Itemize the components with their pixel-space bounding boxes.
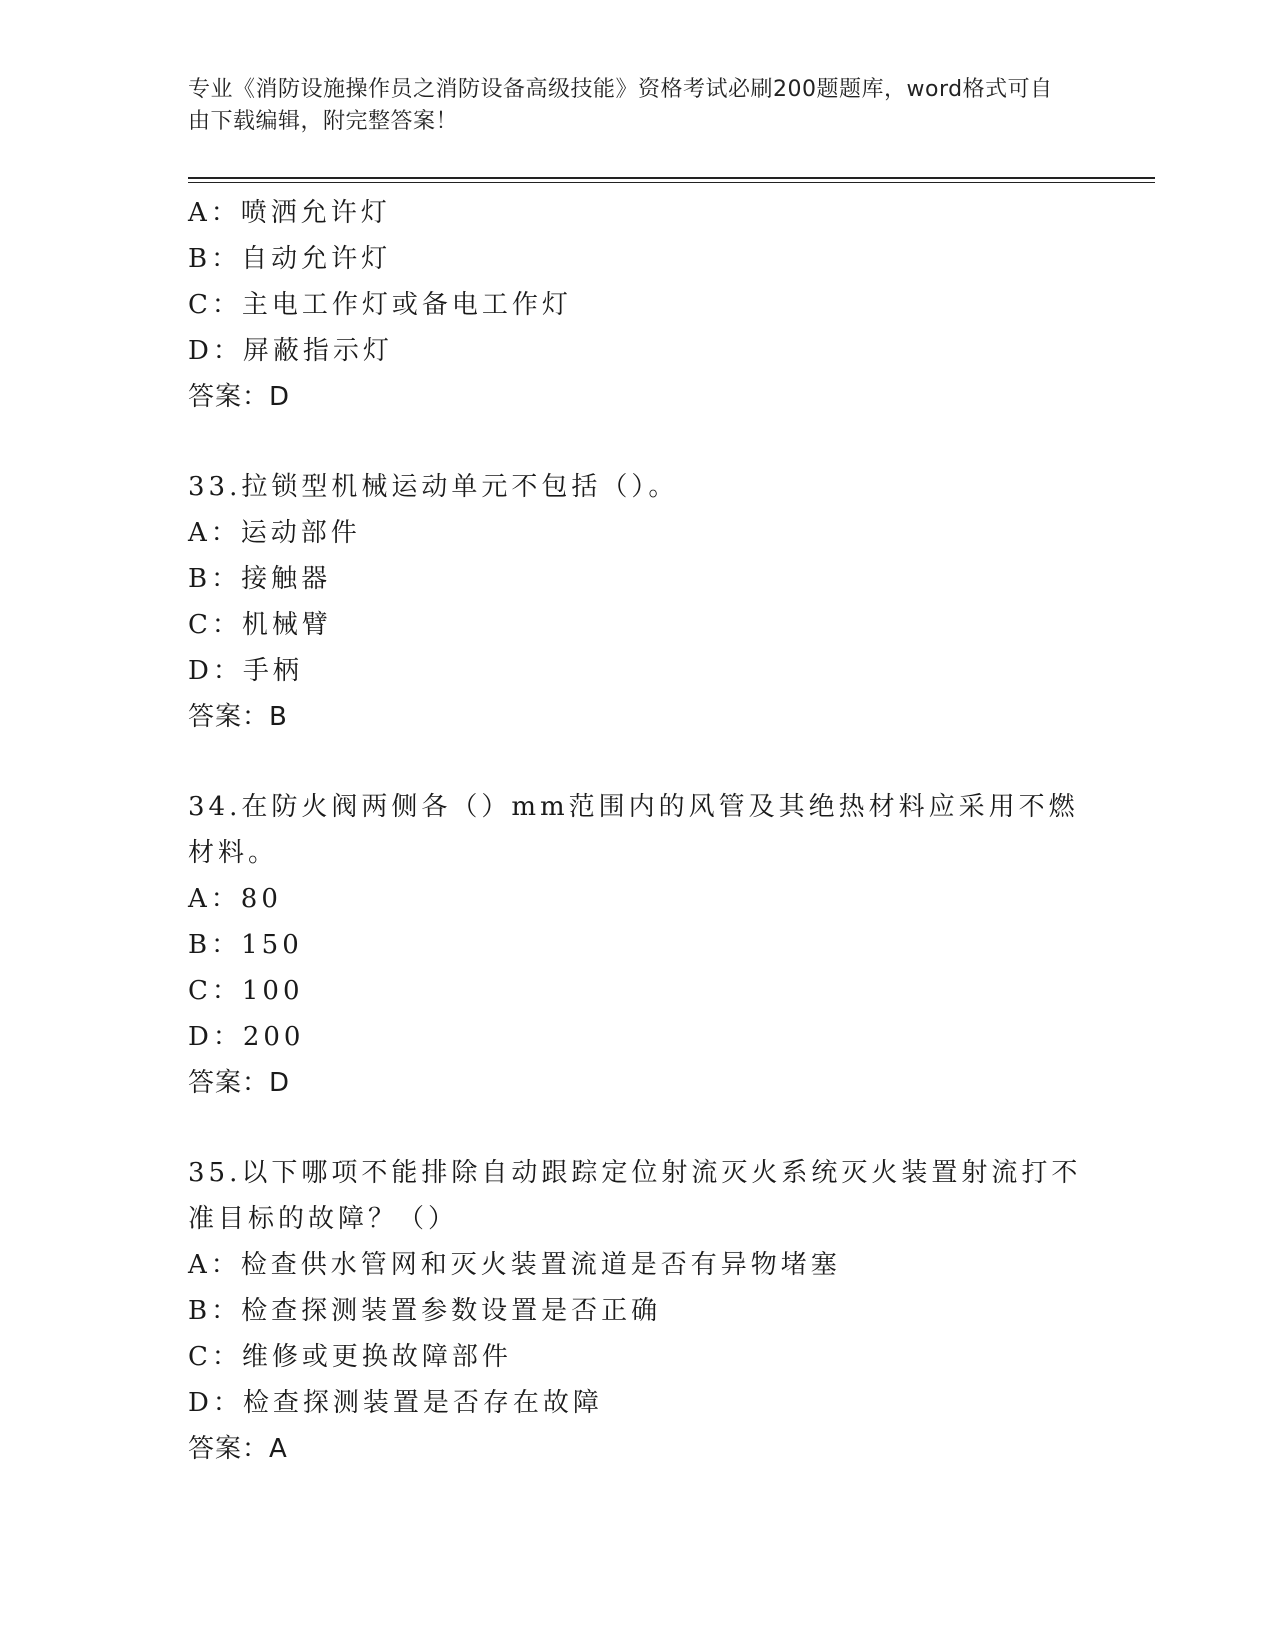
- question-stem: 33.拉锁型机械运动单元不包括（）。: [188, 472, 679, 502]
- option-a: A：检查供水管网和灭火装置流道是否有异物堵塞: [188, 1250, 841, 1280]
- option-a: A：喷洒允许灯: [188, 198, 391, 228]
- option-b: B：自动允许灯: [188, 244, 392, 274]
- option-a: A：运动部件: [188, 518, 361, 548]
- option-d: D：200: [188, 1022, 305, 1052]
- option-d: D：手柄: [188, 656, 303, 686]
- option-d: D：检查探测装置是否存在故障: [188, 1388, 603, 1418]
- option-c: C：机械臂: [188, 610, 332, 640]
- question-list: [188, 190, 1088, 1472]
- answer-line: 答案：A: [188, 1434, 288, 1464]
- header-rule-thin: [188, 182, 1155, 183]
- question-block-34: [188, 784, 1088, 1106]
- option-c: C：主电工作灯或备电工作灯: [188, 290, 572, 320]
- question-stem: 34.在防火阀两侧各（）mm范围内的风管及其绝热材料应采用不燃材料。: [188, 792, 1079, 868]
- header-rule-thick: [188, 177, 1155, 179]
- answer-line: 答案：D: [188, 1068, 291, 1098]
- question-block-33: [188, 464, 1088, 740]
- document-header: 专业《消防设施操作员之消防设备高级技能》资格考试必刷200题题库，word格式可自由下载编辑，附完整答案！: [188, 77, 1053, 134]
- answer-line: 答案：B: [188, 702, 288, 732]
- option-b: B：接触器: [188, 564, 332, 594]
- option-b: B：检查探测装置参数设置是否正确: [188, 1296, 662, 1326]
- option-d: D：屏蔽指示灯: [188, 336, 393, 366]
- option-b: B：150: [188, 930, 303, 960]
- question-block-35: [188, 1150, 1088, 1472]
- answer-line: 答案：D: [188, 382, 291, 412]
- option-c: C：维修或更换故障部件: [188, 1342, 512, 1372]
- question-stem: 35.以下哪项不能排除自动跟踪定位射流灭火系统灭火装置射流打不准目标的故障？（）: [188, 1158, 1082, 1234]
- option-c: C：100: [188, 976, 304, 1006]
- option-a: A：80: [188, 884, 282, 914]
- question-block-partial: [188, 190, 1088, 420]
